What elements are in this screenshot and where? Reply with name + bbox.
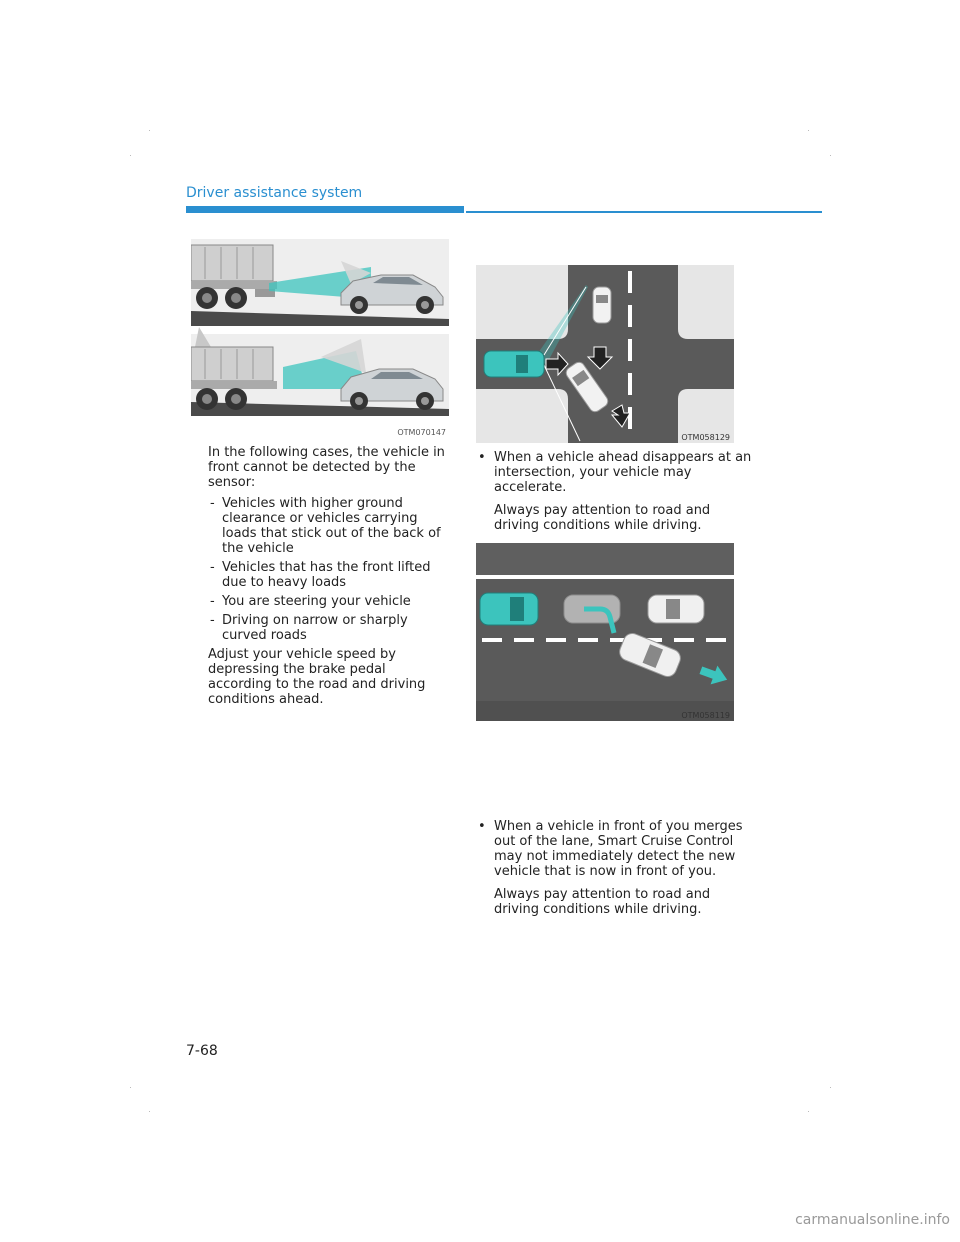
figure-lane-merge	[476, 543, 734, 721]
bullet-symbol: •	[478, 819, 486, 834]
figure-intersection	[476, 265, 734, 443]
crop-mark	[130, 155, 131, 156]
section-title: Driver assistance system	[186, 185, 363, 201]
list-item: - Driving on narrow or sharply curved roads	[208, 613, 452, 643]
figure-caption: OTM058119	[681, 711, 730, 720]
crop-mark	[149, 130, 150, 131]
crop-mark	[808, 130, 809, 131]
crop-mark	[130, 1087, 131, 1088]
bullet-intersection	[476, 450, 752, 533]
lane-merge-illustration	[476, 543, 734, 721]
page-number: 7-68	[186, 1043, 218, 1059]
left-column-text	[208, 445, 452, 713]
intersection-illustration	[476, 265, 734, 443]
bullet-text: When a vehicle in front of you merges out of the lane, Smart Cruise Control may not immediately detect the new vehicle that is now in front of you.	[494, 819, 743, 879]
list-item: - Vehicles with higher ground clearance or vehicles carrying loads that stick out of the back of the vehicle	[208, 496, 452, 556]
bullet-symbol: •	[478, 450, 486, 465]
crop-mark	[808, 1111, 809, 1112]
header-bar	[186, 206, 464, 213]
crop-mark	[830, 155, 831, 156]
outro-paragraph: Adjust your vehicle speed by depressing the brake pedal according to the road and driving conditions ahead.	[208, 647, 426, 707]
truck-illustration	[191, 239, 449, 423]
figure-caption: OTM058129	[681, 433, 730, 442]
bullet-lane-merge	[476, 819, 752, 917]
crop-mark	[149, 1111, 150, 1112]
header-rule	[466, 211, 822, 213]
bullet-note: Always pay attention to road and driving conditions while driving.	[494, 503, 711, 533]
crop-mark	[830, 1087, 831, 1088]
intro-paragraph: In the following cases, the vehicle in front cannot be detected by the sensor:	[208, 445, 445, 490]
list-item: - You are steering your vehicle	[208, 594, 452, 609]
figure-caption: OTM070147	[397, 428, 446, 437]
list-item: - Vehicles that has the front lifted due to heavy loads	[208, 560, 452, 590]
watermark-link[interactable]: carmanualsonline.info	[795, 1212, 950, 1228]
bullet-note: Always pay attention to road and driving conditions while driving.	[494, 887, 711, 917]
figure-truck-detection	[191, 239, 449, 423]
bullet-text: When a vehicle ahead disappears at an intersection, your vehicle may accelerate.	[494, 450, 752, 495]
